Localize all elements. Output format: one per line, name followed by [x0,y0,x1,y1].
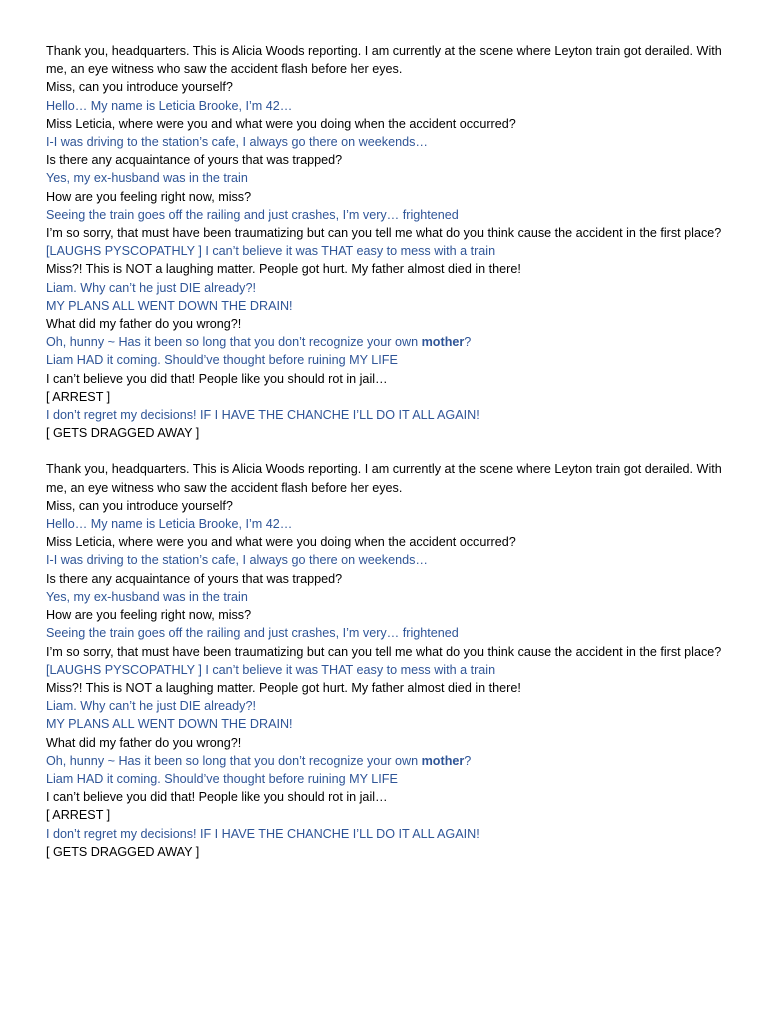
line-text: [ ARREST ] [46,808,111,823]
line-text: [LAUGHS PYSCOPATHLY ] I can’t believe it was THAT easy to mess with a train [46,244,496,259]
line-text: Miss Leticia, where were you and what were you doing when the accident occurred? [46,535,516,550]
line-text: Yes, my ex-husband was in the train [46,171,248,186]
reporter-line [46,788,726,806]
reporter-line [46,424,726,442]
reporter-line [46,460,726,496]
dialogue-block [46,42,726,442]
line-text: [LAUGHS PYSCOPATHLY ] I can’t believe it was THAT easy to mess with a train [46,662,496,677]
witness-line [46,297,726,315]
line-text: I can’t believe you did that! People like you should rot in jail… [46,371,388,386]
line-text: Hello… My name is Leticia Brooke, I’m 42… [46,517,293,532]
reporter-line [46,679,726,697]
reporter-line [46,188,726,206]
witness-line [46,97,726,115]
reporter-line [46,370,726,388]
witness-line [46,515,726,533]
reporter-line [46,78,726,96]
witness-line [46,279,726,297]
reporter-line [46,224,726,242]
line-text: Miss?! This is NOT a laughing matter. People got hurt. My father almost died in there! [46,262,521,277]
witness-line [46,624,726,642]
line-text: I don’t regret my decisions! IF I HAVE THE CHANCHE I’LL DO IT ALL AGAIN! [46,826,480,841]
reporter-line [46,606,726,624]
line-text: Miss, can you introduce yourself? [46,498,233,513]
line-text: What did my father do you wrong?! [46,317,242,332]
witness-line [46,333,726,351]
reporter-line [46,315,726,333]
emphasized-word: mother [421,335,465,350]
reporter-line [46,843,726,861]
line-text: Seeing the train goes off the railing and just crashes, I’m very… frightened [46,207,459,222]
line-text: Thank you, headquarters. This is Alicia Woods reporting. I am currently at the scene where Leyton train got derailed. With me, an eye witness who saw the accident flash before her eyes. [46,44,722,77]
line-text: What did my father do you wrong?! [46,735,242,750]
line-text: I’m so sorry, that must have been traumatizing but can you tell me what do you think cause the accident in the first place? [46,226,722,241]
reporter-line [46,151,726,169]
reporter-line [46,734,726,752]
reporter-line [46,497,726,515]
reporter-line [46,643,726,661]
line-text: Oh, hunny ~ Has it been so long that you don’t recognize your own [46,753,422,768]
line-text: I’m so sorry, that must have been traumatizing but can you tell me what do you think cause the accident in the first place? [46,644,722,659]
line-text: Thank you, headquarters. This is Alicia Woods reporting. I am currently at the scene where Leyton train got derailed. With me, an eye witness who saw the accident flash before her eyes. [46,462,722,495]
line-text: I-I was driving to the station’s cafe, I always go there on weekends… [46,135,428,150]
line-text: I don’t regret my decisions! IF I HAVE THE CHANCHE I’LL DO IT ALL AGAIN! [46,408,480,423]
line-text: [ GETS DRAGGED AWAY ] [46,844,200,859]
line-text: Miss Leticia, where were you and what were you doing when the accident occurred? [46,116,516,131]
witness-line [46,715,726,733]
line-text: [ ARREST ] [46,389,111,404]
line-text: Oh, hunny ~ Has it been so long that you don’t recognize your own [46,335,422,350]
line-text: Hello… My name is Leticia Brooke, I’m 42… [46,98,293,113]
line-text: Is there any acquaintance of yours that was trapped? [46,571,343,586]
witness-line [46,406,726,424]
reporter-line [46,42,726,78]
reporter-line [46,570,726,588]
line-text: Miss, can you introduce yourself? [46,80,233,95]
line-text: Liam HAD it coming. Should’ve thought before ruining MY LIFE [46,353,398,368]
witness-line [46,351,726,369]
line-text: Liam HAD it coming. Should’ve thought before ruining MY LIFE [46,771,398,786]
reporter-line [46,115,726,133]
witness-line [46,770,726,788]
witness-line [46,825,726,843]
line-text: Yes, my ex-husband was in the train [46,589,248,604]
document-page [46,42,726,861]
witness-line [46,133,726,151]
reporter-line [46,806,726,824]
witness-line [46,661,726,679]
line-text: How are you feeling right now, miss? [46,608,252,623]
reporter-line [46,388,726,406]
witness-line [46,697,726,715]
line-text: Liam. Why can’t he just DIE already?! [46,280,256,295]
reporter-line [46,533,726,551]
line-text: How are you feeling right now, miss? [46,189,252,204]
witness-line [46,169,726,187]
line-text: [ GETS DRAGGED AWAY ] [46,426,200,441]
witness-line [46,752,726,770]
line-text: Seeing the train goes off the railing and just crashes, I’m very… frightened [46,626,459,641]
line-text: MY PLANS ALL WENT DOWN THE DRAIN! [46,717,293,732]
emphasized-word: mother [421,753,465,768]
line-text: MY PLANS ALL WENT DOWN THE DRAIN! [46,298,293,313]
line-text: Miss?! This is NOT a laughing matter. People got hurt. My father almost died in there! [46,680,521,695]
witness-line [46,551,726,569]
line-text: Liam. Why can’t he just DIE already?! [46,699,256,714]
reporter-line [46,260,726,278]
line-text: I-I was driving to the station’s cafe, I always go there on weekends… [46,553,428,568]
line-text-suffix: ? [464,753,472,768]
witness-line [46,206,726,224]
witness-line [46,588,726,606]
dialogue-block [46,460,726,860]
line-text: Is there any acquaintance of yours that was trapped? [46,153,343,168]
line-text: I can’t believe you did that! People like you should rot in jail… [46,790,388,805]
witness-line [46,242,726,260]
line-text-suffix: ? [464,335,472,350]
